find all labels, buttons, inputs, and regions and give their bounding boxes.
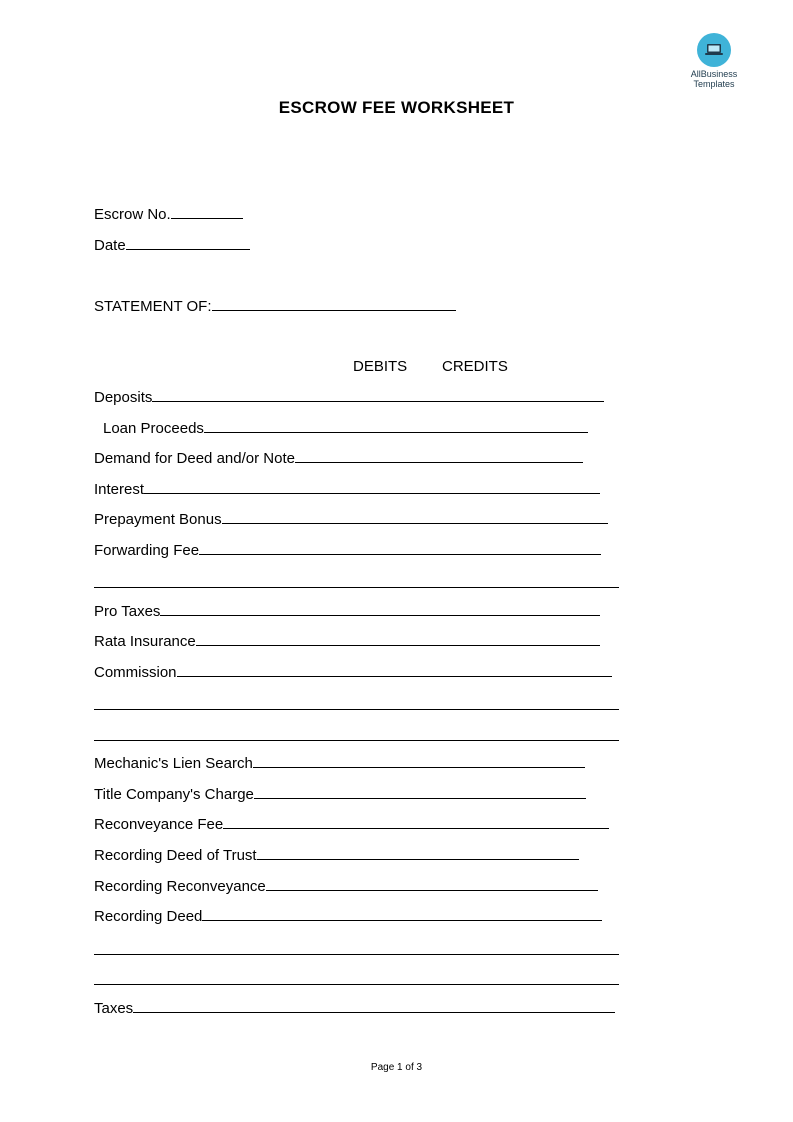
- deposits-label: Deposits: [94, 389, 153, 406]
- forwarding-fee-row: [94, 541, 601, 560]
- reconveyance-fee-row: [94, 815, 609, 834]
- escrow-no-field[interactable]: [171, 205, 243, 219]
- mechanics-lien-label: Mechanic's Lien Search: [94, 755, 253, 772]
- blank-line[interactable]: [94, 709, 619, 710]
- statement-of-field[interactable]: [212, 297, 456, 311]
- interest-label: Interest: [94, 481, 145, 498]
- title-company-row: [94, 785, 586, 804]
- escrow-no-label: Escrow No.: [94, 206, 171, 223]
- taxes-label: Taxes: [94, 1000, 134, 1017]
- escrow-no-row: [94, 205, 243, 224]
- page-title: ESCROW FEE WORKSHEET: [278, 98, 515, 117]
- blank-line[interactable]: [94, 954, 619, 955]
- laptop-icon: [697, 33, 731, 67]
- taxes-field[interactable]: [133, 999, 615, 1013]
- deposits-row: [94, 388, 604, 407]
- recording-reconveyance-row: [94, 877, 598, 896]
- commission-field[interactable]: [177, 663, 612, 677]
- commission-row: [94, 663, 612, 682]
- rata-insurance-row: [94, 632, 600, 651]
- prepayment-bonus-label: Prepayment Bonus: [94, 511, 222, 528]
- forwarding-fee-label: Forwarding Fee: [94, 542, 200, 559]
- loan-proceeds-label: Loan Proceeds: [103, 420, 204, 437]
- loan-proceeds-row: [103, 419, 588, 438]
- statement-of-row: [94, 297, 456, 316]
- recording-reconveyance-field[interactable]: [266, 877, 598, 891]
- commission-label: Commission: [94, 664, 177, 681]
- recording-deed-trust-field[interactable]: [257, 846, 579, 860]
- recording-reconveyance-label: Recording Reconveyance: [94, 878, 266, 895]
- pro-taxes-field[interactable]: [160, 602, 600, 616]
- rata-insurance-field[interactable]: [196, 632, 600, 646]
- blank-line[interactable]: [94, 587, 619, 588]
- reconveyance-fee-label: Reconveyance Fee: [94, 816, 224, 833]
- date-row: [94, 236, 250, 255]
- recording-deed-row: [94, 907, 602, 926]
- date-label: Date: [94, 237, 126, 254]
- credits-header: CREDITS: [442, 358, 508, 375]
- title-company-label: Title Company's Charge: [94, 786, 254, 803]
- mechanics-lien-row: [94, 754, 585, 773]
- recording-deed-field[interactable]: [202, 907, 602, 921]
- allbusiness-logo: [686, 33, 742, 89]
- pro-taxes-row: [94, 602, 600, 621]
- logo-text-line2: Templates: [693, 79, 735, 89]
- date-field[interactable]: [126, 236, 250, 250]
- blank-line[interactable]: [94, 984, 619, 985]
- page-number: Page 1 of 3: [370, 1062, 423, 1073]
- interest-row: [94, 480, 600, 499]
- debits-header: DEBITS: [353, 358, 408, 375]
- reconveyance-fee-field[interactable]: [223, 815, 609, 829]
- recording-deed-trust-label: Recording Deed of Trust: [94, 847, 257, 864]
- recording-deed-label: Recording Deed: [94, 908, 203, 925]
- pro-taxes-label: Pro Taxes: [94, 603, 161, 620]
- forwarding-fee-field[interactable]: [199, 541, 601, 555]
- deposits-field[interactable]: [152, 388, 604, 402]
- demand-for-deed-label: Demand for Deed and/or Note: [94, 450, 295, 467]
- interest-field[interactable]: [144, 480, 600, 494]
- mechanics-lien-field[interactable]: [253, 754, 585, 768]
- rata-insurance-label: Rata Insurance: [94, 633, 196, 650]
- taxes-row: [94, 999, 615, 1018]
- logo-text-line1: AllBusiness: [690, 69, 738, 79]
- blank-line[interactable]: [94, 740, 619, 741]
- loan-proceeds-field[interactable]: [204, 419, 588, 433]
- demand-for-deed-row: [94, 449, 583, 468]
- demand-for-deed-field[interactable]: [295, 449, 583, 463]
- statement-of-label: STATEMENT OF:: [94, 298, 212, 315]
- recording-deed-trust-row: [94, 846, 579, 865]
- prepayment-bonus-row: [94, 510, 608, 529]
- prepayment-bonus-field[interactable]: [222, 510, 608, 524]
- title-company-field[interactable]: [254, 785, 586, 799]
